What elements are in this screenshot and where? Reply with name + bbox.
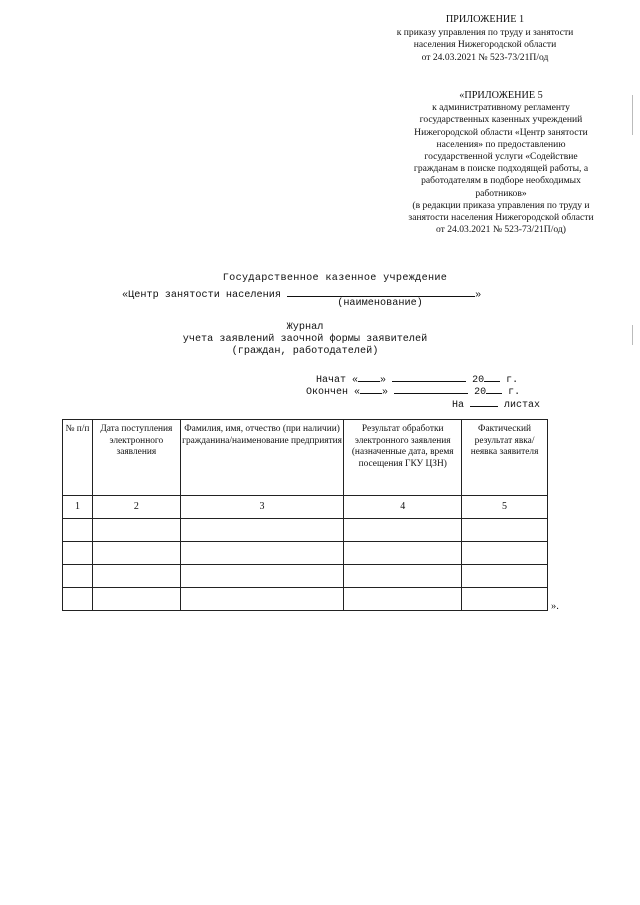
column-number: 5 [462, 496, 548, 519]
table-cell [92, 565, 180, 588]
appendix-5-line: государственной услуги «Содействие [424, 151, 578, 163]
table-cell [462, 542, 548, 565]
scan-mark [632, 95, 633, 135]
header-result: Результат обработки электронного заявления (назначенные дата, время посещения ГКУ ЦЗН) [344, 420, 462, 496]
day-field [358, 372, 380, 382]
header-name: Фамилия, имя, отчество (при наличии) гражданина/наименование предприятия [180, 420, 344, 496]
header-number: № п/п [63, 420, 93, 496]
journal-table [62, 419, 548, 611]
column-number: 4 [344, 496, 462, 519]
quote-close: » [380, 375, 387, 386]
table-cell [344, 588, 462, 611]
table-cell [180, 519, 344, 542]
year-prefix: 20 [474, 387, 487, 398]
appendix-1-line: населения Нижегородской области [413, 39, 557, 50]
appendix-5-line: занятости населения Нижегородской области [408, 212, 594, 224]
journal-subtitle: учета заявлений заочной формы заявителей [182, 334, 428, 345]
year-suffix: г. [506, 375, 519, 386]
appendix-1-line: от 24.03.2021 № 523-73/21П/од [421, 51, 549, 63]
institution-name-prefix: «Центр занятости населения [122, 290, 281, 301]
appendix-1-header [360, 14, 610, 64]
column-number-row [63, 496, 548, 519]
institution-name-field [287, 287, 475, 297]
institution-name-suffix: » [475, 290, 482, 301]
journal-title: Журнал [286, 322, 324, 333]
scan-mark [632, 325, 633, 345]
table-cell [92, 519, 180, 542]
quote-close: » [382, 387, 389, 398]
appendix-5-line: государственных казенных учреждений [419, 114, 583, 126]
year-field [484, 372, 500, 382]
appendix-1-title: ПРИЛОЖЕНИЕ 1 [445, 14, 525, 25]
day-field [360, 384, 382, 394]
appendix-5-title: «ПРИЛОЖЕНИЕ 5 [459, 90, 543, 101]
column-number: 3 [180, 496, 344, 519]
institution-type: Государственное казенное учреждение [222, 273, 448, 284]
sheets-line [452, 397, 540, 411]
table-cell [63, 519, 93, 542]
month-field [392, 372, 466, 382]
appendix-5-header [385, 90, 617, 236]
table-row [63, 519, 548, 542]
appendix-1-line: к приказу управления по труду и занятости [396, 26, 574, 38]
table-row [63, 588, 548, 611]
header-actual: Фактический результат явка/неявка заявителя [462, 420, 548, 496]
table-cell [63, 565, 93, 588]
on-label: На [452, 400, 465, 411]
table-cell [462, 519, 548, 542]
column-number: 2 [92, 496, 180, 519]
appendix-5-line: работников» [475, 187, 527, 199]
table-cell [344, 519, 462, 542]
table-cell [63, 542, 93, 565]
appendix-5-line: Нижегородской области «Центр занятости [414, 126, 588, 138]
year-prefix: 20 [472, 375, 485, 386]
table-cell [63, 588, 93, 611]
appendix-5-line: работодателям в подборе необходимых [421, 175, 581, 187]
table-cell [462, 588, 548, 611]
table-cell [180, 588, 344, 611]
table-row [63, 565, 548, 588]
journal-parenthetical: (граждан, работодателей) [231, 346, 379, 357]
table-cell [92, 588, 180, 611]
ended-date-line [306, 384, 520, 398]
month-field [394, 384, 468, 394]
table-cell [462, 565, 548, 588]
quote-open: « [352, 375, 359, 386]
ended-label: Окончен [306, 387, 349, 398]
year-field [486, 384, 502, 394]
appendix-5-line: от 24.03.2021 № 523-73/21П/од) [435, 224, 566, 236]
started-label: Начат [316, 375, 347, 386]
header-date: Дата поступления электронного заявления [92, 420, 180, 496]
table-cell [92, 542, 180, 565]
sheets-count-field [470, 397, 498, 407]
institution-caption: (наименование) [337, 298, 423, 309]
appendix-5-line: (в редакции приказа управления по труду и [412, 199, 590, 211]
quote-open: « [354, 387, 361, 398]
table-cell [180, 565, 344, 588]
closing-quote: ». [551, 601, 559, 612]
table-header-row [63, 420, 548, 496]
appendix-5-line: гражданам в поиске подходящей работы, а [413, 163, 589, 175]
year-suffix: г. [508, 387, 521, 398]
sheets-label: листах [504, 400, 541, 411]
column-number: 1 [63, 496, 93, 519]
appendix-5-line: населения» по предоставлению [436, 138, 566, 150]
table-row [63, 542, 548, 565]
table-cell [344, 542, 462, 565]
appendix-5-line: к административному регламенту [432, 102, 570, 114]
table-cell [344, 565, 462, 588]
table-cell [180, 542, 344, 565]
